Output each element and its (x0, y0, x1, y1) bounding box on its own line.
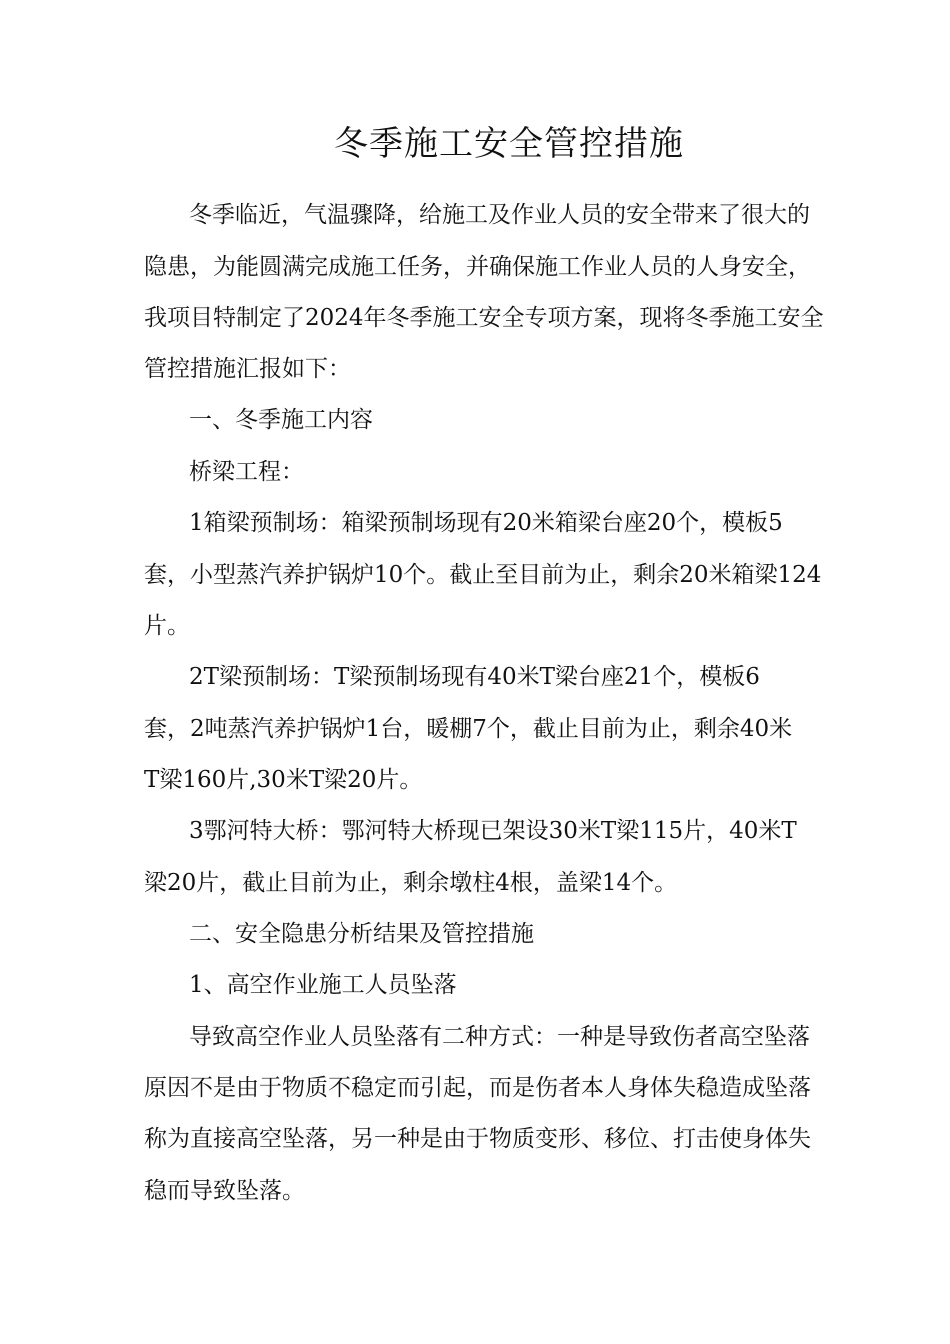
text-line: T梁160片,30米T梁20片。 (144, 767, 423, 793)
subsection-heading: 桥梁工程： (189, 459, 304, 485)
section-heading: 二、安全隐患分析结果及管控措施 (189, 921, 534, 947)
text-line: 2T梁预制场：T梁预制场现有40米T梁台座21个，模板6 (189, 664, 760, 690)
text-line: 我项目特制定了2024年冬季施工安全专项方案，现将冬季施工安全 (144, 305, 824, 331)
text-line: 导致高空作业人员坠落有二种方式：一种是导致伤者高空坠落 (189, 1024, 810, 1050)
text-line: 称为直接高空坠落，另一种是由于物质变形、移位、打击使身体失 (144, 1126, 811, 1152)
text-line: 1箱梁预制场：箱梁预制场现有20米箱梁台座20个，模板5 (189, 510, 783, 536)
text-line: 冬季临近，气温骤降，给施工及作业人员的安全带来了很大的 (189, 202, 810, 228)
document-title: 冬季施工安全管控措施 (334, 124, 684, 164)
text-line: 3鄂河特大桥：鄂河特大桥现已架设30米T梁115片，40米T (189, 818, 797, 844)
section-heading: 一、冬季施工内容 (189, 407, 373, 433)
text-line: 隐患，为能圆满完成施工任务，并确保施工作业人员的人身安全， (144, 254, 811, 280)
subsection-heading: 1、高空作业施工人员坠落 (189, 972, 457, 998)
text-line: 管控措施汇报如下： (144, 356, 351, 382)
text-line: 稳而导致坠落。 (144, 1178, 305, 1204)
text-line: 套，2吨蒸汽养护锅炉1台，暖棚7个，截止目前为止，剩余40米 (144, 716, 793, 742)
text-line: 原因不是由于物质不稳定而引起，而是伤者本人身体失稳造成坠落 (144, 1075, 811, 1101)
text-line: 片。 (144, 613, 190, 639)
text-line: 套，小型蒸汽养护锅炉10个。截止至目前为止，剩余20米箱梁124 (144, 562, 822, 588)
text-line: 梁20片，截止目前为止，剩余墩柱4根，盖梁14个。 (144, 870, 678, 896)
